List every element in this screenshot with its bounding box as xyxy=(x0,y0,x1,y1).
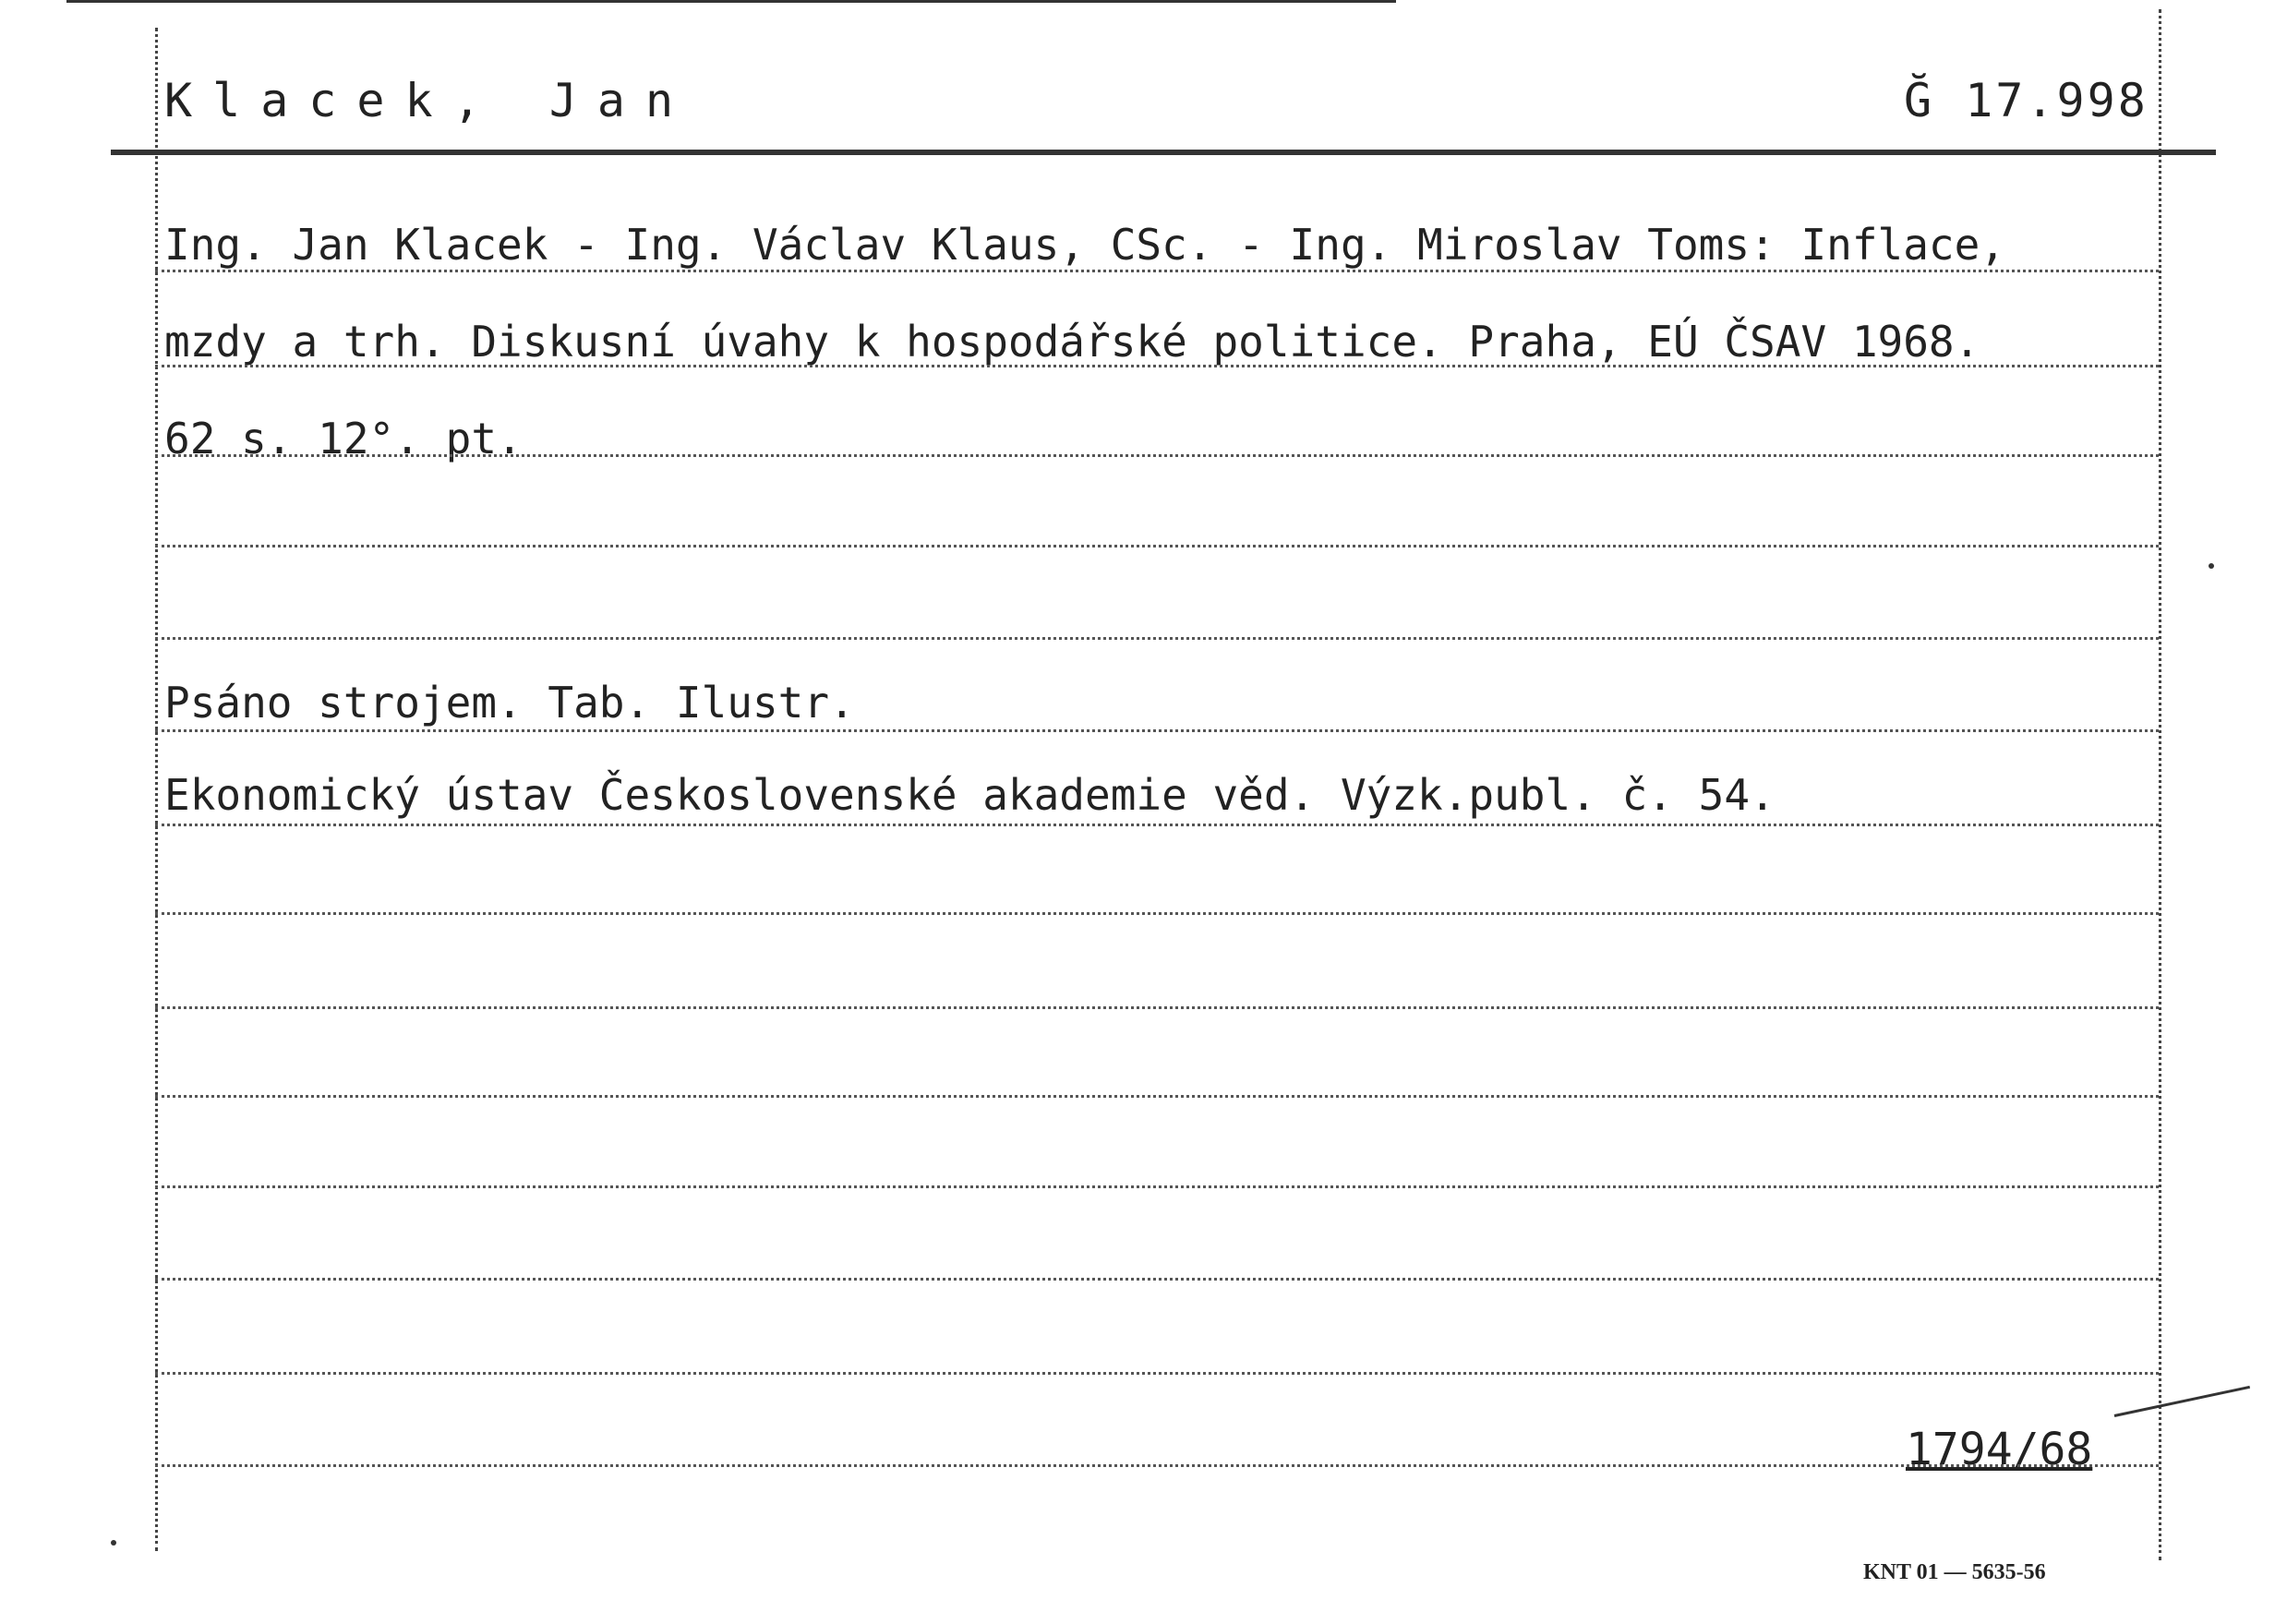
bibliographic-line-1: Ing. Jan Klacek - Ing. Václav Klaus, CSc. - Ing. Miroslav Toms: Inflace, xyxy=(164,220,2005,270)
ruled-line xyxy=(155,270,2159,272)
left-margin-rule xyxy=(155,28,158,1551)
ruled-line xyxy=(155,1278,2159,1281)
bibliographic-line-2: mzdy a trh. Diskusní úvahy k hospodářské politice. Praha, EÚ ČSAV 1968. xyxy=(164,317,1980,367)
note-line-1: Psáno strojem. Tab. Ilustr. xyxy=(164,678,855,728)
ink-speck xyxy=(111,1540,116,1546)
ruled-line xyxy=(155,454,2159,457)
right-margin-rule xyxy=(2159,9,2161,1560)
ruled-line xyxy=(155,545,2159,547)
note-line-2: Ekonomický ústav Československé akademie věd. Výzk.publ. č. 54. xyxy=(164,770,1775,820)
top-edge-line xyxy=(66,0,1396,3)
pen-stroke xyxy=(2114,1386,2250,1417)
author-heading: Klacek, Jan xyxy=(164,74,694,127)
heading-rule xyxy=(111,150,2216,155)
call-number: Ğ 17.998 xyxy=(1904,74,2149,127)
ruled-line xyxy=(155,365,2159,367)
ink-speck xyxy=(2209,563,2214,569)
ruled-line xyxy=(155,1095,2159,1098)
bibliographic-line-3: 62 s. 12°. pt. xyxy=(164,414,523,463)
ruled-line xyxy=(155,1464,2159,1467)
ruled-line xyxy=(155,1372,2159,1375)
ruled-line xyxy=(155,729,2159,732)
ruled-line xyxy=(155,912,2159,915)
ruled-line xyxy=(155,1006,2159,1009)
ruled-line xyxy=(155,637,2159,640)
ruled-line xyxy=(155,1185,2159,1188)
ruled-line xyxy=(155,824,2159,826)
accession-number: 1794/68 xyxy=(1906,1424,2093,1475)
form-code: KNT 01 — 5635-56 xyxy=(1863,1560,2046,1584)
